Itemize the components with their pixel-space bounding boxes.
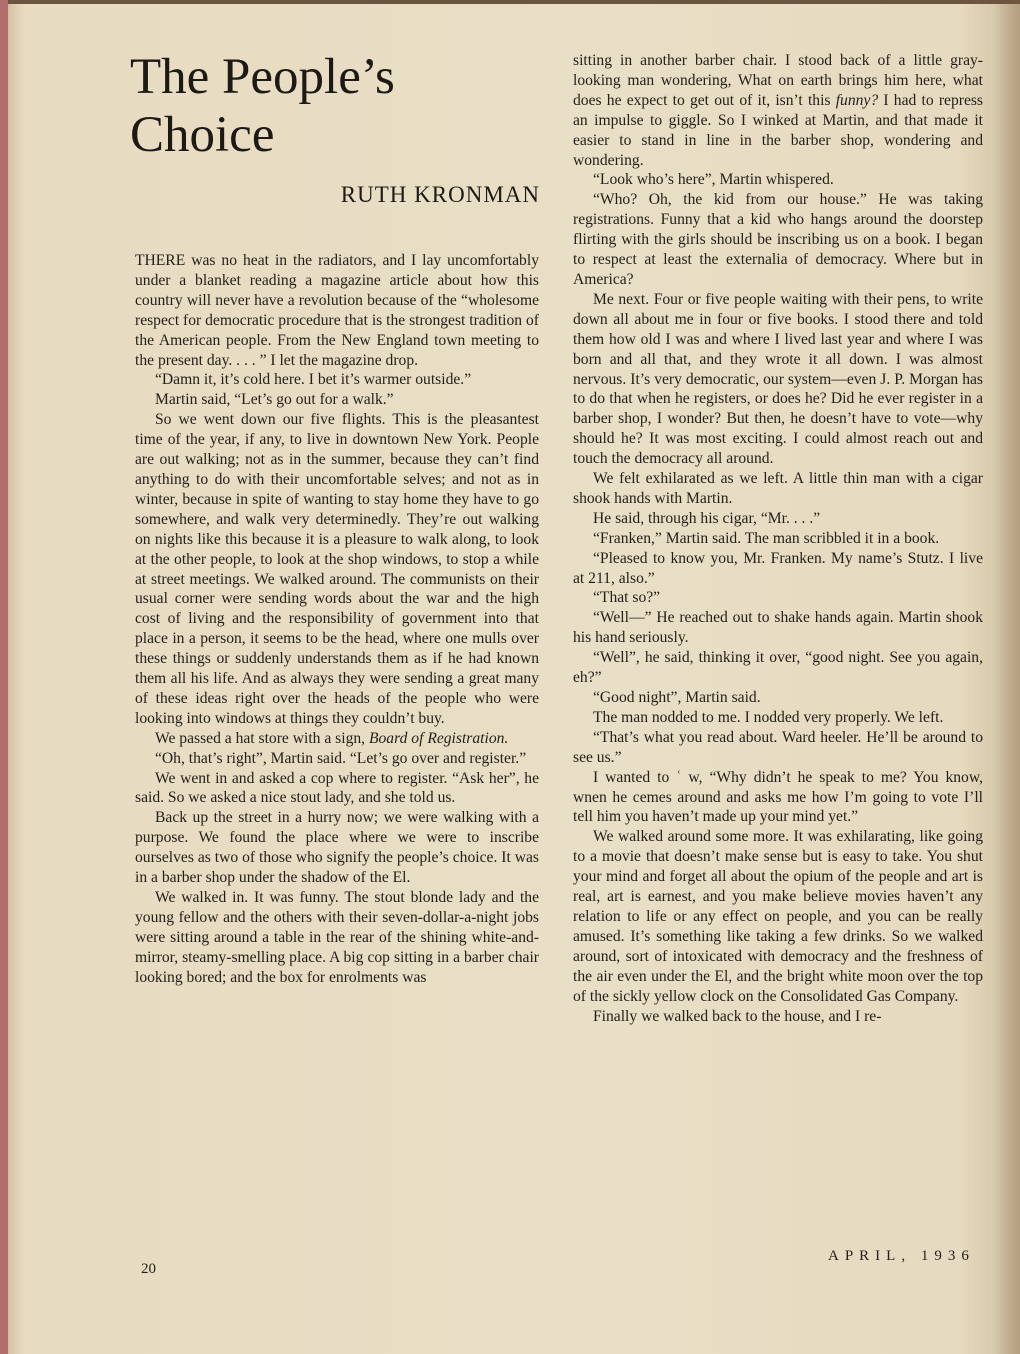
paragraph: THERE was no heat in the radiators, and I lay uncomfortably under a blanket reading a magazine article about how this country will never have a revolution because of the “wholesome respect for democratic procedure that is the strongest tradition of the American people. From the New England town meeting to the present day. . . . ” I let the magazine drop. bbox=[135, 252, 539, 369]
title-line-1: The People’s bbox=[130, 49, 395, 105]
paragraph: I wanted to ʿ w, “Why didn’t he speak to me? You know, wnen he cemes around and asks me how I’m going to vote I’ll tell him you haven’t made up your mind yet.” bbox=[573, 768, 983, 826]
article-title bbox=[130, 48, 550, 164]
paragraph: Martin said, “Let’s go out for a walk.” bbox=[155, 391, 394, 409]
paragraph: “Who? Oh, the kid from our house.” He was taking registrations. Funny that a kid who hangs around the doorstep flirting with the girls should be inscribing us on a book. I began to respect at least the externalia of democracy. Where but in America? bbox=[573, 191, 983, 288]
paragraph: “Oh, that’s right”, Martin said. “Let’s go over and register.” bbox=[155, 749, 527, 767]
paragraph: “That so?” bbox=[593, 589, 661, 607]
paragraph: So we went down our five flights. This is the pleasantest time of the year, if any, to live in downtown New York. People are out walking; not as in the summer, because they can’t find anything to do with their uncomfortable selves; and not as in winter, because in spite of wanting to stay home they have to go somewhere, and walk very determinedly. They’re out walking on nights like this because it is a pleasure to walk along, to look at the other people, to look at the shop windows, to stop a while at street meetings. We walked around. The communists on their usual corner were sending words about the war and the high cost of living and the responsibility of government into that place in a person, it seems to be the head, where one mulls over these things or suddenly understands them as if he had known them all his life. And as always they were sending a great many of these ideas right over the heads of the people who were looking into windows at things they couldn’t buy. bbox=[135, 411, 539, 727]
paragraph: The man nodded to me. I nodded very properly. We left. bbox=[593, 708, 944, 726]
paragraph: We walked in. It was funny. The stout blonde lady and the young fellow and the others with their seven-dollar-a-night jobs were sitting around a table in the rear of the shining white-and-mirror, steamy-smelling place. A big cop sitting in a barber chair looking bored; and the box for enrolments was bbox=[135, 889, 539, 986]
paragraph bbox=[573, 51, 983, 170]
paragraph: We felt exhilarated as we left. A little thin man with a cigar shook hands with Martin. bbox=[573, 470, 983, 507]
paragraph: “Damn it, it’s cold here. I bet it’s warmer outside.” bbox=[155, 371, 472, 389]
title-line-2: Choice bbox=[130, 107, 275, 163]
page-edge-shadow bbox=[994, 0, 1020, 1354]
paragraph: Me next. Four or five people waiting with their pens, to write down all about me in four or five books. I stood there and told them how old I was and where I lived last year and where I was born and all that, and they wrote it all down. I was almost nervous. It’s very democratic, our system—even J. P. Morgan has to do that when he registers, or does he? Did he ever register in a barber shop, I wonder? But then, he doesn’t have to vote—why should he? It was most exciting. I could almost reach out and touch the democracy all around. bbox=[573, 290, 983, 468]
author-byline: RUTH KRONMAN bbox=[340, 182, 540, 207]
paragraph: “Well”, he said, thinking it over, “good night. See you again, eh?” bbox=[573, 649, 983, 687]
page-number: 20 bbox=[141, 1261, 156, 1277]
paragraph: Finally we walked back to the house, and I re- bbox=[593, 1007, 882, 1025]
paragraph: “Well—” He reached out to shake hands again. Martin shook his hand seriously. bbox=[573, 609, 983, 647]
paragraph: We went in and asked a cop where to register. “Ask her”, he said. So we asked a nice stout lady, and she told us. bbox=[135, 769, 539, 807]
paragraph: “Pleased to know you, Mr. Franken. My name’s Stutz. I live at 211, also.” bbox=[573, 549, 983, 587]
right-column bbox=[573, 51, 983, 1026]
sign-text: Board of Registration. bbox=[368, 729, 509, 747]
paragraph: We walked around some more. It was exhilarating, like going to a movie that doesn’t make sense but is easy to take. You shut your mind and forget all about the opium of the people and art is real, art is earnest, and you make believe movies haven’t any relation to life or any effect on people, and you can be really amused. It’s something like taking a few drinks. So we walked around, sort of intoxicated with democracy and the freshness of the air even under the El, and the bright white moon over the top of the sickly yellow clock on the Consolidated Gas Company. bbox=[573, 828, 983, 1005]
paragraph: Back up the street in a hurry now; we were walking with a purpose. We found the place where we were to inscribe ourselves as two of those who signify the people’s choice. It was in a barber shop under the shadow of the El. bbox=[135, 809, 539, 887]
paragraph-text: We passed a hat store with a sign, bbox=[155, 729, 369, 747]
binding-edge bbox=[0, 0, 8, 1354]
paragraph-text: I had to repress an impulse to giggle. So I winked at Martin, and that made it easier to stand in line in the barber shop, wondering and wondering. bbox=[573, 91, 984, 169]
paragraph: “That’s what you read about. Ward heeler. He’ll be around to see us.” bbox=[573, 728, 983, 766]
emphasis-text: funny? bbox=[835, 91, 879, 109]
paragraph: “Look who’s here”, Martin whispered. bbox=[593, 171, 834, 189]
paragraph: He said, through his cigar, “Mr. . . .” bbox=[593, 509, 821, 527]
top-edge bbox=[0, 0, 1020, 4]
paragraph: “Franken,” Martin said. The man scribbled it in a book. bbox=[593, 529, 940, 547]
issue-date: APRIL, 1936 bbox=[828, 1248, 975, 1264]
paragraph-text: sitting in another barber chair. I stood back of a little gray-looking man wondering, What on earth brings him here, what does he expect to get out of it, isn’t this bbox=[573, 52, 983, 109]
left-column bbox=[135, 251, 539, 988]
paragraph bbox=[135, 729, 539, 749]
paragraph: “Good night”, Martin said. bbox=[593, 689, 761, 706]
